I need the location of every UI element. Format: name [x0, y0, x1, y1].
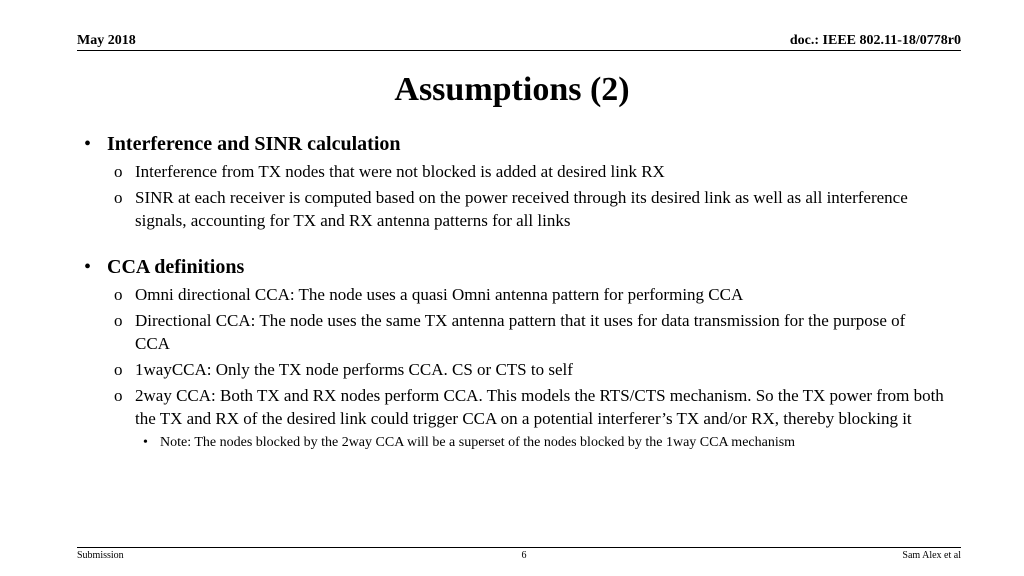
header-doc-id: doc.: IEEE 802.11-18/0778r0 [789, 33, 961, 48]
bullet-icon: • [143, 435, 148, 450]
list-item-text: SINR at each receiver is computed based on the power received through its desired link as well as all interference signals, accounting for TX and RX antenna patterns for all links [135, 188, 908, 230]
section-heading-text: CCA definitions [107, 256, 245, 278]
section-heading-interference [0, 132, 1024, 157]
slide-title: Assumptions (2) [394, 71, 630, 108]
slide-body [0, 132, 1024, 453]
footer-submission: Submission [77, 550, 124, 561]
list-item-text: 2way CCA: Both TX and RX nodes perform CCA. This models the RTS/CTS mechanism. So the TX power from both the TX and RX of the desired link could trigger CCA on a potential interferer’s TX and/or RX, thereby blocking it [135, 386, 944, 428]
list-item-text: 1wayCCA: Only the TX node performs CCA. CS or CTS to self [135, 360, 573, 379]
list-item [0, 309, 1024, 355]
note-item [0, 433, 1024, 453]
section-heading-text: Interference and SINR calculation [107, 133, 401, 155]
section-spacer [0, 235, 1024, 255]
list-item-text: Omni directional CCA: The node uses a quasi Omni antenna pattern for performing CCA [135, 285, 744, 304]
page-number: 6 [521, 550, 527, 561]
section-heading-cca [0, 255, 1024, 280]
header-divider [77, 50, 961, 51]
list-item [0, 160, 1024, 183]
bullet-icon: • [84, 133, 92, 155]
list-item-text: Directional CCA: The node uses the same TX antenna pattern that it uses for data transmission for the purpose of CCA [135, 311, 906, 353]
note-text: Note: The nodes blocked by the 2way CCA will be a superset of the nodes blocked by the 1way CCA mechanism [160, 435, 796, 450]
footer-divider [77, 547, 961, 548]
sub-bullet-icon: o [114, 162, 123, 181]
sub-bullet-icon: o [114, 285, 123, 304]
sub-bullet-icon: o [114, 311, 123, 330]
footer-authors: Sam Alex et al [902, 550, 961, 561]
header-date: May 2018 [77, 33, 136, 48]
list-item [0, 358, 1024, 381]
sub-bullet-icon: o [114, 360, 123, 379]
sub-bullet-icon: o [114, 386, 123, 405]
bullet-icon: • [84, 256, 92, 278]
list-item-text: Interference from TX nodes that were not blocked is added at desired link RX [135, 162, 665, 181]
list-item [0, 384, 1024, 430]
list-item [0, 283, 1024, 306]
sub-bullet-icon: o [114, 188, 123, 207]
list-item [0, 186, 1024, 232]
